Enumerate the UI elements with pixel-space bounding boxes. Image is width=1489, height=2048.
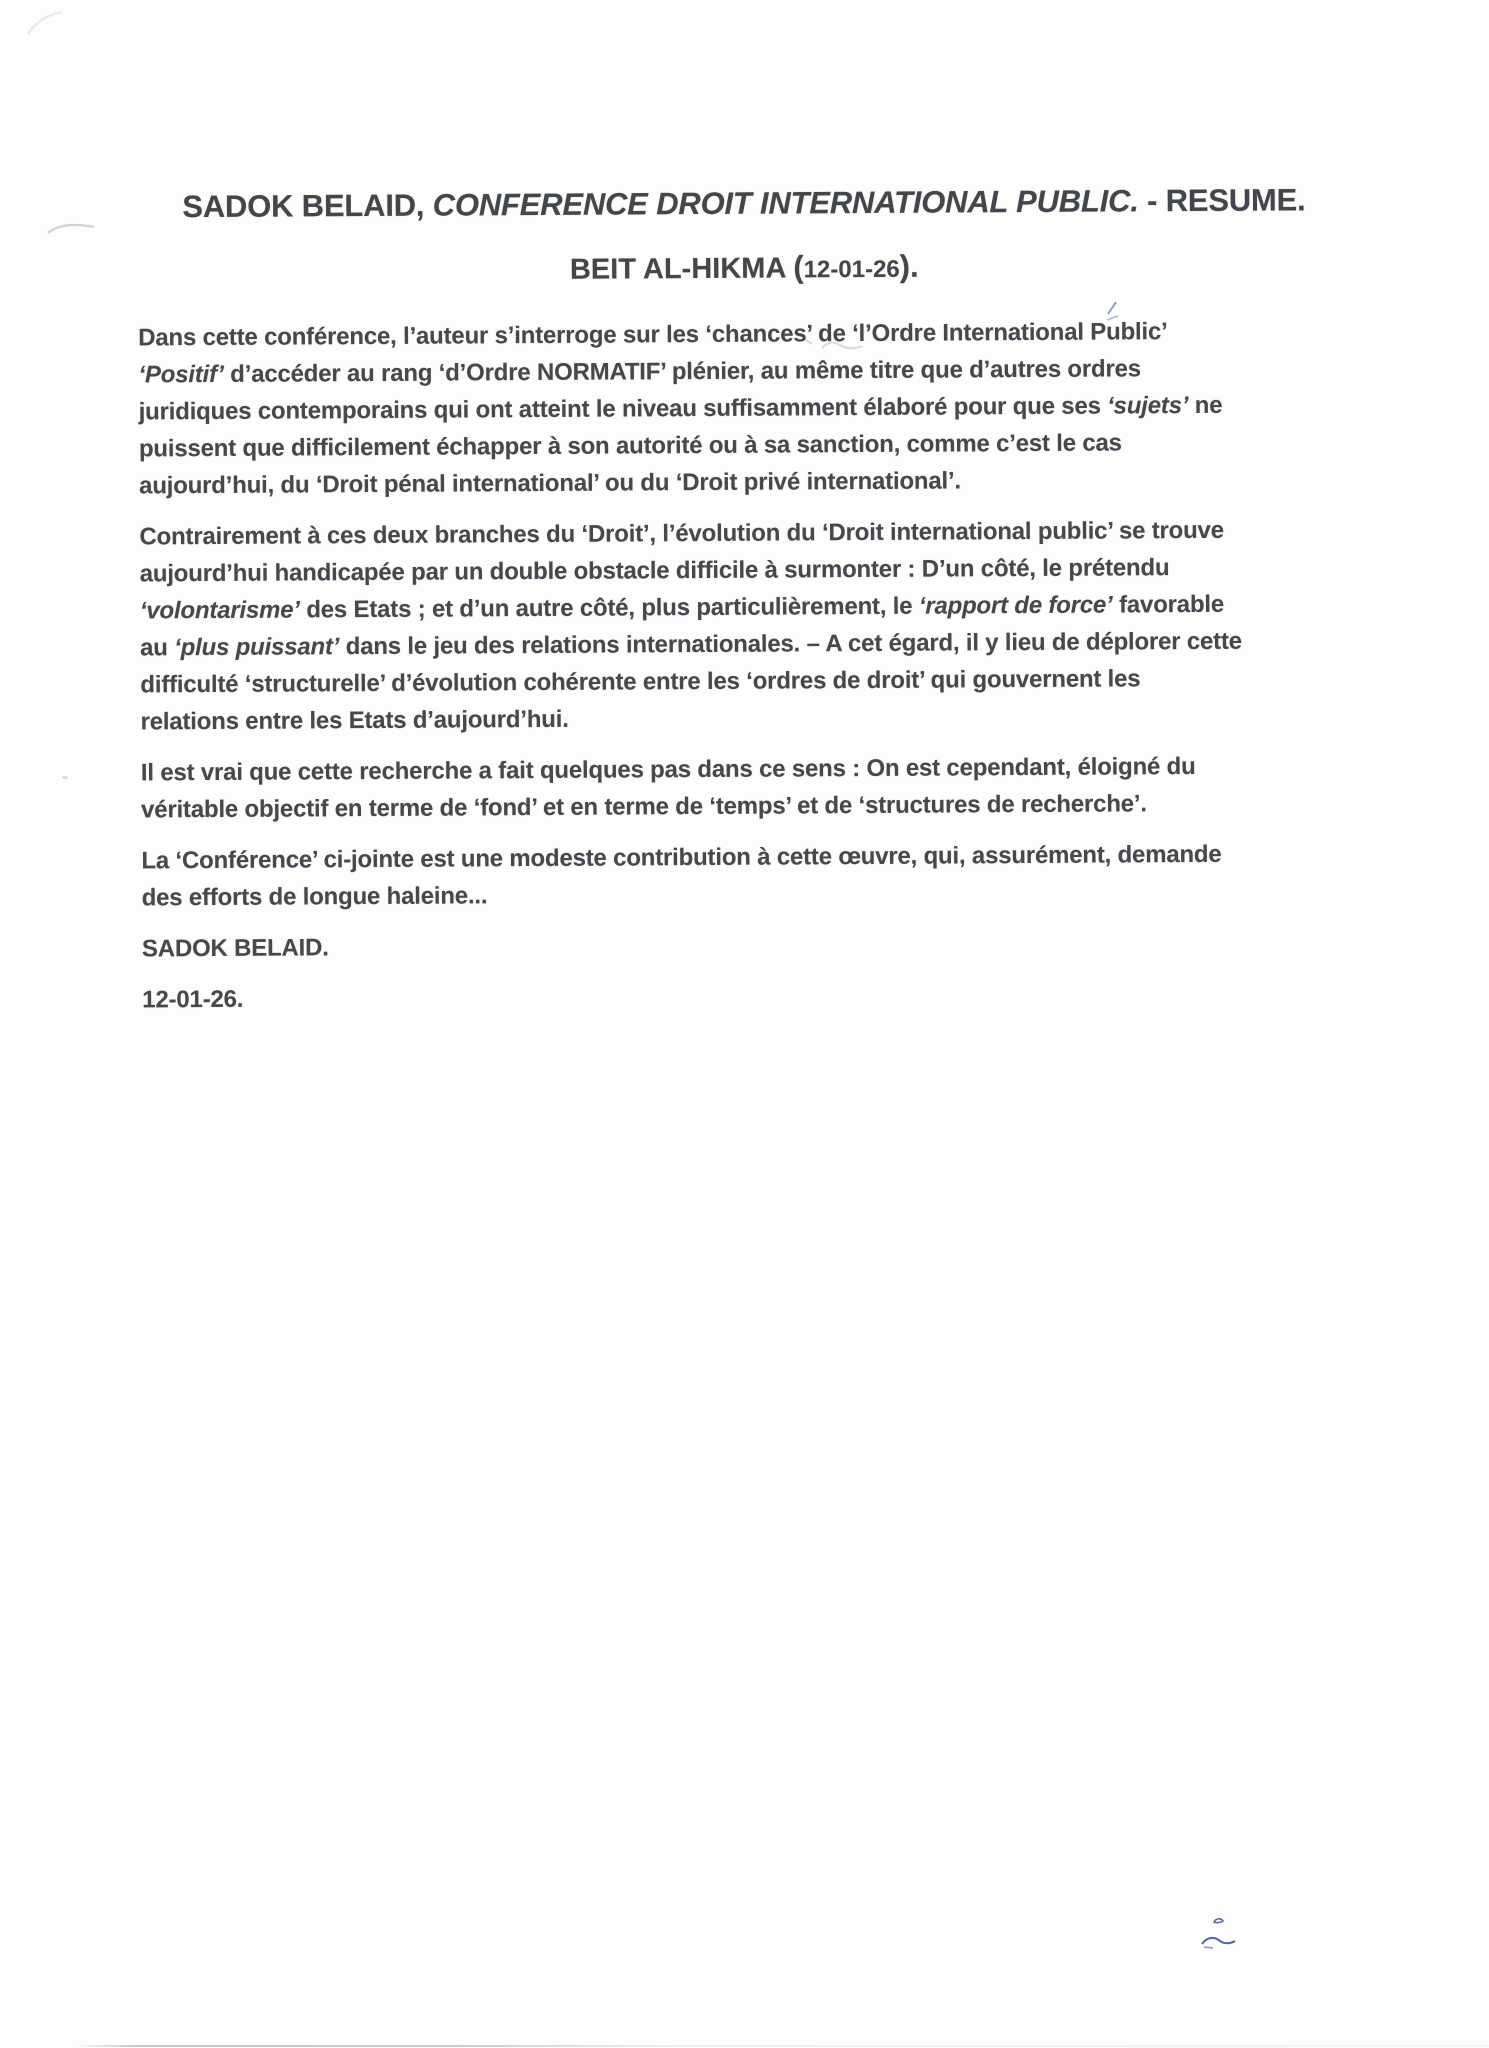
title-author: SADOK BELAID, — [182, 187, 433, 225]
pencil-dot — [62, 776, 68, 779]
subtitle-close-paren: ). — [899, 248, 919, 284]
paragraph — [139, 510, 1440, 740]
text-line — [141, 783, 1441, 828]
text-segment: d’accéder au rang ‘d’Ordre NORMATIF’ plénier, au même titre que d’autres ordres — [223, 355, 1141, 388]
title-work-italic: CONFERENCE DROIT INTERNATIONAL PUBLIC. — [432, 183, 1139, 223]
title-suffix: - RESUME. — [1138, 182, 1306, 219]
text-segment: dans le jeu des relations internationales. – A cet égard, il y lieu de déplorer cette — [339, 627, 1242, 661]
text-segment: juridiques contemporains qui ont atteint le niveau suffisamment élaboré pour que ses — [138, 392, 1108, 426]
text-segment: aujourd’hui handicapée par un double obstacle difficile à surmonter : D’un côté, le prétendu — [139, 554, 1170, 588]
text-segment: Contrairement à ces deux branches du ‘Droit’, l’évolution du ‘Droit international public’ se trouve — [139, 516, 1224, 551]
text-segment: Dans cette conférence, l’auteur s’interroge sur les ‘chances’ de ‘l’Ordre International Public’ — [138, 318, 1168, 352]
blue-ink-speck — [1104, 298, 1124, 324]
subtitle-date: 12-01-26 — [803, 255, 900, 284]
date-line: 12-01-26. — [142, 985, 244, 1014]
text-segment: véritable objectif en terme de ‘fond’ et en terme de ‘temps’ et de ‘structures de recherche’. — [141, 790, 1147, 824]
text-segment: des efforts de longue haleine... — [141, 882, 488, 912]
italic-text-segment: ‘Positif’ — [138, 360, 224, 389]
text-line — [139, 459, 1439, 504]
document-title — [0, 181, 1489, 226]
paragraph — [138, 311, 1439, 504]
text-segment: La ‘Conférence’ ci-jointe est une modeste contribution à cette œuvre, qui, assurément, demande — [141, 840, 1222, 875]
subtitle-venue: BEIT AL-HIKMA — [569, 252, 794, 286]
text-segment: Il est vrai que cette recherche a fait quelques pas dans ce sens : On est cependant, éloigné du — [140, 752, 1196, 787]
document-subtitle — [0, 245, 1489, 290]
text-line — [142, 871, 1442, 916]
text-segment: des Etats ; et d’un autre côté, plus particulièrement, le — [299, 592, 919, 624]
document-body — [138, 311, 1442, 1018]
text-segment: difficulté ‘structurelle’ d’évolution cohérente entre les ‘ordres de droit’ qui gouvernent les — [140, 665, 1141, 699]
italic-text-segment: ‘sujets’ — [1107, 392, 1189, 420]
italic-text-segment: ‘plus puissant’ — [174, 633, 340, 662]
paragraph — [141, 834, 1441, 916]
blue-ink-scribble — [1198, 1914, 1246, 1954]
smudge-mark — [804, 334, 868, 356]
paragraph — [141, 746, 1441, 828]
text-segment: au — [140, 634, 175, 662]
scan-bottom-edge — [0, 2045, 1489, 2047]
corner-smudge-mark — [24, 6, 68, 40]
pencil-mark — [46, 218, 98, 240]
text-segment: relations entre les Etats d’aujourd’hui. — [140, 705, 569, 736]
italic-text-segment: ‘volontarisme’ — [139, 596, 300, 625]
subtitle-open-paren: ( — [793, 249, 804, 285]
signature: SADOK BELAID. — [141, 934, 329, 963]
text-segment: ne — [1188, 391, 1223, 420]
italic-text-segment: ‘rapport de force’ — [918, 591, 1113, 620]
text-line — [140, 695, 1440, 740]
text-segment: puissent que difficilement échapper à son autorité ou à sa sanction, comme c’est le cas — [138, 429, 1122, 463]
text-segment: aujourd’hui, du ‘Droit pénal international’ ou du ‘Droit privé international’. — [139, 467, 961, 500]
text-segment: favorable — [1112, 590, 1225, 619]
